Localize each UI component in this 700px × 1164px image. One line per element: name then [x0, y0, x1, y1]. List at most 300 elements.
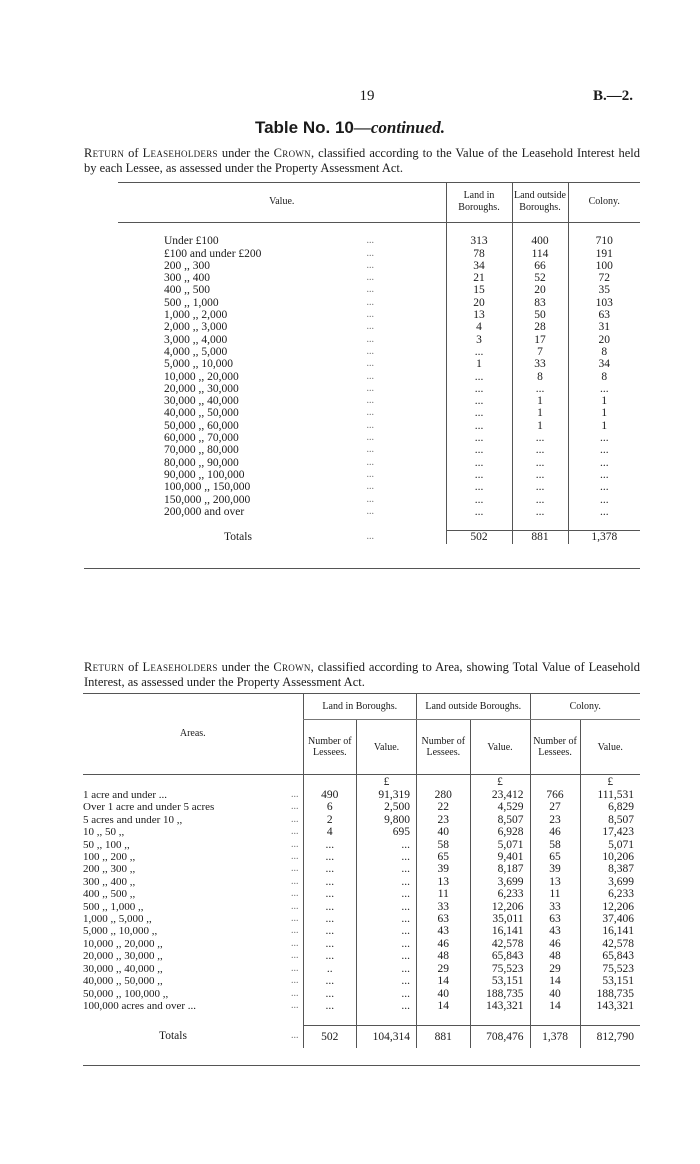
table-row	[83, 839, 640, 851]
row-label: £100 and under £200	[164, 247, 262, 260]
cell-colony: ...	[568, 481, 640, 493]
leader-dots: ...	[291, 851, 299, 863]
series-code: B.—2.	[593, 88, 634, 104]
cell-cv: 37,406	[580, 913, 640, 925]
col-header-areas: Areas.	[83, 693, 303, 775]
cell-boroughs: 313	[446, 235, 512, 247]
cell-ov: 143,321	[470, 1000, 530, 1012]
cell-cv: 111,531	[580, 789, 640, 801]
cell-bv: ...	[357, 839, 417, 851]
total-on: 881	[417, 1025, 471, 1048]
cell-bv: ...	[357, 888, 417, 900]
cell-cv: 17,423	[580, 826, 640, 838]
cell-cv: 8,387	[580, 863, 640, 875]
cell-colony: ...	[568, 506, 640, 518]
caption-word: under the	[217, 146, 274, 160]
col-header-outside: Land outside Boroughs.	[512, 182, 568, 223]
table-row	[118, 284, 640, 296]
cell-colony: 31	[568, 321, 640, 333]
cell-bv: ...	[357, 938, 417, 950]
leader-dots: ...	[291, 937, 299, 949]
row-label: 1,000 ,, 5,000 ,,	[83, 913, 152, 926]
row-label: 20,000 ,, 30,000 ,,	[83, 950, 163, 963]
cell-cn: 14	[530, 975, 580, 987]
table-row	[118, 334, 640, 346]
col-header-number: Number of Lessees.	[530, 720, 580, 775]
cell-colony: ...	[568, 494, 640, 506]
table2-body	[83, 775, 640, 1048]
cell-cn: 46	[530, 938, 580, 950]
row-label: Over 1 acre and under 5 acres	[83, 801, 215, 814]
caption-word: of	[124, 660, 143, 674]
cell-boroughs: ...	[446, 407, 512, 419]
cell-bn: ...	[303, 876, 357, 888]
cell-cv: 3,699	[580, 876, 640, 888]
table-row	[118, 420, 640, 432]
cell-colony: 8	[568, 371, 640, 383]
cell-bv: ...	[357, 975, 417, 987]
cell-bn: 6	[303, 801, 357, 813]
leader-dots: ...	[366, 531, 374, 543]
table-row	[118, 272, 640, 284]
cell-on: 14	[417, 1000, 471, 1012]
cell-on: 13	[417, 876, 471, 888]
cell-colony: 1	[568, 407, 640, 419]
cell-ov: 9,401	[470, 851, 530, 863]
table-header-row	[118, 182, 640, 223]
table-row	[83, 876, 640, 888]
cell-bv: 2,500	[357, 801, 417, 813]
caption-word: , classified according to the Value of the Leasehold Interest held by each Lessee, as assessed under the Property Assessment Act.	[84, 146, 640, 175]
leader-dots: ...	[291, 999, 299, 1011]
cell-on: 39	[417, 863, 471, 875]
cell-cv: 8,507	[580, 814, 640, 826]
total-ov: 708,476	[470, 1025, 530, 1048]
cell-on: 58	[417, 839, 471, 851]
cell-boroughs: 78	[446, 248, 512, 260]
total-cn: 1,378	[530, 1025, 580, 1048]
cell-colony: ...	[568, 444, 640, 456]
page-number: 19	[359, 88, 375, 104]
cell-bn: 490	[303, 789, 357, 801]
total-bv: 104,314	[357, 1025, 417, 1048]
leader-dots: ...	[291, 789, 299, 800]
caption-word: of	[124, 146, 143, 160]
cell-boroughs: ...	[446, 481, 512, 493]
cell-boroughs: ...	[446, 506, 512, 518]
cell-boroughs: 15	[446, 284, 512, 296]
cell-outside: ...	[512, 506, 568, 518]
row-label: 150,000 ,, 200,000	[164, 493, 251, 506]
table-row	[83, 938, 640, 950]
cell-bn: 2	[303, 814, 357, 826]
cell-cv: 12,206	[580, 901, 640, 913]
cell-colony: ...	[568, 383, 640, 395]
cell-bn: ...	[303, 888, 357, 900]
col-header-colony: Colony.	[568, 182, 640, 223]
cell-bv: ...	[357, 988, 417, 1000]
cell-bv: ...	[357, 1000, 417, 1012]
row-label: 40,000 ,, 50,000 ,,	[83, 975, 163, 988]
table-row	[83, 888, 640, 900]
cell-bn: ...	[303, 1000, 357, 1012]
leader-dots: ...	[291, 826, 299, 838]
table-row	[83, 863, 640, 875]
cell-boroughs: 34	[446, 260, 512, 272]
cell-ov: 188,735	[470, 988, 530, 1000]
cell-on: 29	[417, 963, 471, 975]
total-boroughs: 502	[446, 531, 512, 544]
leader-dots: ...	[366, 321, 374, 333]
table-row	[83, 814, 640, 826]
leader-dots: ...	[366, 296, 374, 308]
cell-bv: 91,319	[357, 789, 417, 801]
row-label: 100,000 ,, 150,000	[164, 481, 251, 494]
cell-on: 280	[417, 789, 471, 801]
cell-cn: 58	[530, 839, 580, 851]
table-row	[83, 975, 640, 987]
cell-outside: 33	[512, 358, 568, 370]
cell-cn: 766	[530, 789, 580, 801]
cell-cn: 33	[530, 901, 580, 913]
cell-bv: ...	[357, 863, 417, 875]
row-label: 30,000 ,, 40,000	[164, 395, 239, 408]
caption-word: under the	[217, 660, 274, 674]
cell-bn: ...	[303, 913, 357, 925]
cell-colony: ...	[568, 457, 640, 469]
leader-dots: ...	[291, 913, 299, 925]
table-row	[83, 851, 640, 863]
table-row	[118, 321, 640, 333]
cell-outside: 20	[512, 284, 568, 296]
currency-symbol: £	[580, 775, 640, 790]
row-label: 10,000 ,, 20,000	[164, 370, 239, 383]
cell-bv: ...	[357, 963, 417, 975]
table-row	[118, 481, 640, 493]
title-continued: —continued.	[353, 118, 446, 137]
leader-dots: ...	[366, 259, 374, 271]
cell-outside: 8	[512, 371, 568, 383]
table1-body	[118, 223, 640, 544]
cell-bv: ...	[357, 851, 417, 863]
cell-cn: 40	[530, 988, 580, 1000]
table-header-row	[83, 693, 640, 720]
leader-dots: ...	[366, 481, 374, 493]
cell-bn: ...	[303, 925, 357, 937]
row-label: 500 ,, 1,000	[164, 296, 219, 309]
cell-on: 40	[417, 988, 471, 1000]
cell-boroughs: ...	[446, 457, 512, 469]
table-row	[118, 371, 640, 383]
cell-bn: ...	[303, 863, 357, 875]
cell-outside: ...	[512, 469, 568, 481]
row-label: 1,000 ,, 2,000	[164, 309, 228, 322]
cell-colony: 63	[568, 309, 640, 321]
cell-bv: ...	[357, 950, 417, 962]
row-label: 40,000 ,, 50,000	[164, 407, 239, 420]
caption-word: Leaseholders	[142, 146, 218, 160]
leader-dots: ...	[291, 838, 299, 850]
cell-ov: 65,843	[470, 950, 530, 962]
cell-cn: 39	[530, 863, 580, 875]
cell-cv: 65,843	[580, 950, 640, 962]
col-header-colony: Colony.	[530, 693, 640, 720]
leader-dots: ...	[291, 1030, 299, 1042]
cell-ov: 6,928	[470, 826, 530, 838]
cell-colony: 20	[568, 334, 640, 346]
cell-bv: ...	[357, 913, 417, 925]
spacer-row	[83, 1012, 640, 1025]
cell-outside: ...	[512, 494, 568, 506]
leader-dots: ...	[366, 505, 374, 517]
cell-on: 63	[417, 913, 471, 925]
cell-cn: 23	[530, 814, 580, 826]
cell-bn: ...	[303, 839, 357, 851]
table1-caption	[84, 146, 640, 176]
cell-ov: 5,071	[470, 839, 530, 851]
cell-cn: 27	[530, 801, 580, 813]
cell-outside: 50	[512, 309, 568, 321]
cell-outside: ...	[512, 383, 568, 395]
row-label: 200 ,, 300	[164, 259, 210, 272]
caption-word: Return	[84, 146, 125, 160]
row-label: 5 acres and under 10 ,,	[83, 813, 183, 826]
table-row	[83, 1000, 640, 1012]
row-label: 20,000 ,, 30,000	[164, 382, 239, 395]
cell-on: 48	[417, 950, 471, 962]
table-row	[83, 801, 640, 813]
cell-on: 22	[417, 801, 471, 813]
cell-boroughs: ...	[446, 383, 512, 395]
row-label: 100,000 acres and over ...	[83, 999, 197, 1012]
cell-colony: 34	[568, 358, 640, 370]
row-label: 1 acre and under ...	[83, 789, 167, 801]
row-label: 5,000 ,, 10,000 ,,	[83, 925, 158, 938]
leader-dots: ...	[366, 309, 374, 321]
cell-colony: 8	[568, 346, 640, 358]
caption-word: , classified according to Area, showing Total Value of Leasehold Interest, as assessed under the Property Assessment Act.	[84, 660, 640, 689]
cell-boroughs: ...	[446, 444, 512, 456]
row-label: 3,000 ,, 4,000	[164, 333, 228, 346]
cell-bn: ...	[303, 950, 357, 962]
table-row	[118, 235, 640, 247]
cell-colony: 35	[568, 284, 640, 296]
cell-bv: ...	[357, 925, 417, 937]
leader-dots: ...	[366, 333, 374, 345]
leader-dots: ...	[366, 395, 374, 407]
cell-colony: 103	[568, 297, 640, 309]
table-row	[118, 432, 640, 444]
cell-outside: 17	[512, 334, 568, 346]
table-row	[118, 494, 640, 506]
table-row	[118, 383, 640, 395]
row-label: 70,000 ,, 80,000	[164, 444, 239, 457]
table-row	[118, 395, 640, 407]
cell-bn: ...	[303, 901, 357, 913]
table-row	[118, 260, 640, 272]
row-label: 300 ,, 400	[164, 272, 210, 285]
row-label: 400 ,, 500 ,,	[83, 888, 136, 901]
cell-on: 33	[417, 901, 471, 913]
leader-dots: ...	[366, 370, 374, 382]
table-row	[118, 346, 640, 358]
cell-ov: 53,151	[470, 975, 530, 987]
row-label: 50,000 ,, 100,000 ,,	[83, 987, 169, 1000]
col-header-value: Value.	[580, 720, 640, 775]
caption-word: Leaseholders	[142, 660, 218, 674]
leader-dots: ...	[366, 432, 374, 444]
cell-colony: 1	[568, 420, 640, 432]
cell-cn: 65	[530, 851, 580, 863]
cell-outside: 400	[512, 235, 568, 247]
cell-boroughs: ...	[446, 420, 512, 432]
cell-cn: 48	[530, 950, 580, 962]
cell-outside: 114	[512, 248, 568, 260]
totals-row	[83, 1025, 640, 1048]
cell-cn: 63	[530, 913, 580, 925]
cell-boroughs: 1	[446, 358, 512, 370]
cell-cv: 42,578	[580, 938, 640, 950]
cell-boroughs: 4	[446, 321, 512, 333]
cell-outside: ...	[512, 432, 568, 444]
row-label: 2,000 ,, 3,000	[164, 321, 228, 334]
cell-ov: 3,699	[470, 876, 530, 888]
total-cv: 812,790	[580, 1025, 640, 1048]
row-label: 500 ,, 1,000 ,,	[83, 900, 144, 913]
cell-cn: 43	[530, 925, 580, 937]
table-row	[83, 901, 640, 913]
cell-bv: ...	[357, 876, 417, 888]
table-row	[118, 358, 640, 370]
cell-cv: 188,735	[580, 988, 640, 1000]
cell-outside: 83	[512, 297, 568, 309]
spacer-row	[118, 223, 640, 236]
table-row	[83, 789, 640, 801]
cell-boroughs: 3	[446, 334, 512, 346]
leader-dots: ...	[366, 456, 374, 468]
col-header-value: Value.	[118, 182, 446, 223]
table-row	[118, 506, 640, 518]
table-row	[118, 297, 640, 309]
table-row	[83, 963, 640, 975]
cell-boroughs: ...	[446, 395, 512, 407]
col-header-value: Value.	[357, 720, 417, 775]
leader-dots: ...	[291, 888, 299, 900]
table-row	[118, 469, 640, 481]
cell-boroughs: ...	[446, 346, 512, 358]
value-table	[118, 182, 640, 544]
currency-row	[83, 775, 640, 790]
table-title	[0, 118, 700, 138]
leader-dots: ...	[366, 272, 374, 284]
cell-boroughs: ...	[446, 432, 512, 444]
total-bn: 502	[303, 1025, 357, 1048]
col-header-boroughs: Land in Boroughs.	[303, 693, 417, 720]
table-row	[83, 950, 640, 962]
row-label: 90,000 ,, 100,000	[164, 468, 245, 481]
table1-bottom-rule	[84, 568, 640, 569]
leader-dots: ...	[366, 444, 374, 456]
cell-colony: 72	[568, 272, 640, 284]
cell-bv: 695	[357, 826, 417, 838]
cell-outside: ...	[512, 457, 568, 469]
row-label: 50,000 ,, 60,000	[164, 419, 239, 432]
cell-outside: 28	[512, 321, 568, 333]
leader-dots: ...	[366, 382, 374, 394]
totals-label: Totals	[224, 531, 252, 544]
cell-on: 11	[417, 888, 471, 900]
cell-outside: 1	[512, 420, 568, 432]
cell-cn: 46	[530, 826, 580, 838]
table-row	[83, 913, 640, 925]
total-outside: 881	[512, 531, 568, 544]
cell-colony: 191	[568, 248, 640, 260]
row-label: 200,000 and over	[164, 505, 245, 518]
table-row	[118, 407, 640, 419]
caption-word: Crown	[273, 146, 311, 160]
cell-boroughs: ...	[446, 371, 512, 383]
leader-dots: ...	[291, 987, 299, 999]
cell-outside: 52	[512, 272, 568, 284]
row-label: 30,000 ,, 40,000 ,,	[83, 962, 163, 975]
cell-bn: ...	[303, 975, 357, 987]
area-table	[83, 693, 640, 1048]
leader-dots: ...	[366, 493, 374, 505]
leader-dots: ...	[291, 900, 299, 912]
cell-cn: 11	[530, 888, 580, 900]
table-row	[83, 826, 640, 838]
cell-ov: 12,206	[470, 901, 530, 913]
cell-ov: 6,233	[470, 888, 530, 900]
cell-colony: 100	[568, 260, 640, 272]
cell-outside: 7	[512, 346, 568, 358]
cell-outside: ...	[512, 481, 568, 493]
row-label: 10 ,, 50 ,,	[83, 826, 125, 839]
row-label: 200 ,, 300 ,,	[83, 863, 136, 876]
row-label: 4,000 ,, 5,000	[164, 345, 228, 358]
totals-row	[118, 531, 640, 544]
cell-ov: 42,578	[470, 938, 530, 950]
cell-ov: 4,529	[470, 801, 530, 813]
cell-colony: 710	[568, 235, 640, 247]
table-row	[83, 925, 640, 937]
cell-ov: 8,507	[470, 814, 530, 826]
cell-cv: 53,151	[580, 975, 640, 987]
table-row	[118, 309, 640, 321]
leader-dots: ...	[366, 419, 374, 431]
cell-bn: ..	[303, 963, 357, 975]
leader-dots: ...	[291, 975, 299, 987]
cell-bv: ...	[357, 901, 417, 913]
cell-boroughs: ...	[446, 469, 512, 481]
leader-dots: ...	[366, 247, 374, 259]
row-label: 50 ,, 100 ,,	[83, 838, 130, 851]
col-header-value: Value.	[470, 720, 530, 775]
leader-dots: ...	[291, 813, 299, 825]
col-header-boroughs: Land in Boroughs.	[446, 182, 512, 223]
leader-dots: ...	[366, 235, 374, 247]
cell-ov: 35,011	[470, 913, 530, 925]
cell-cn: 29	[530, 963, 580, 975]
spacer-row	[118, 518, 640, 531]
row-label: 60,000 ,, 70,000	[164, 432, 239, 445]
leader-dots: ...	[291, 801, 299, 813]
total-colony: 1,378	[568, 531, 640, 544]
col-header-number: Number of Lessees.	[417, 720, 471, 775]
currency-symbol: £	[470, 775, 530, 790]
cell-boroughs: 13	[446, 309, 512, 321]
cell-colony: ...	[568, 469, 640, 481]
